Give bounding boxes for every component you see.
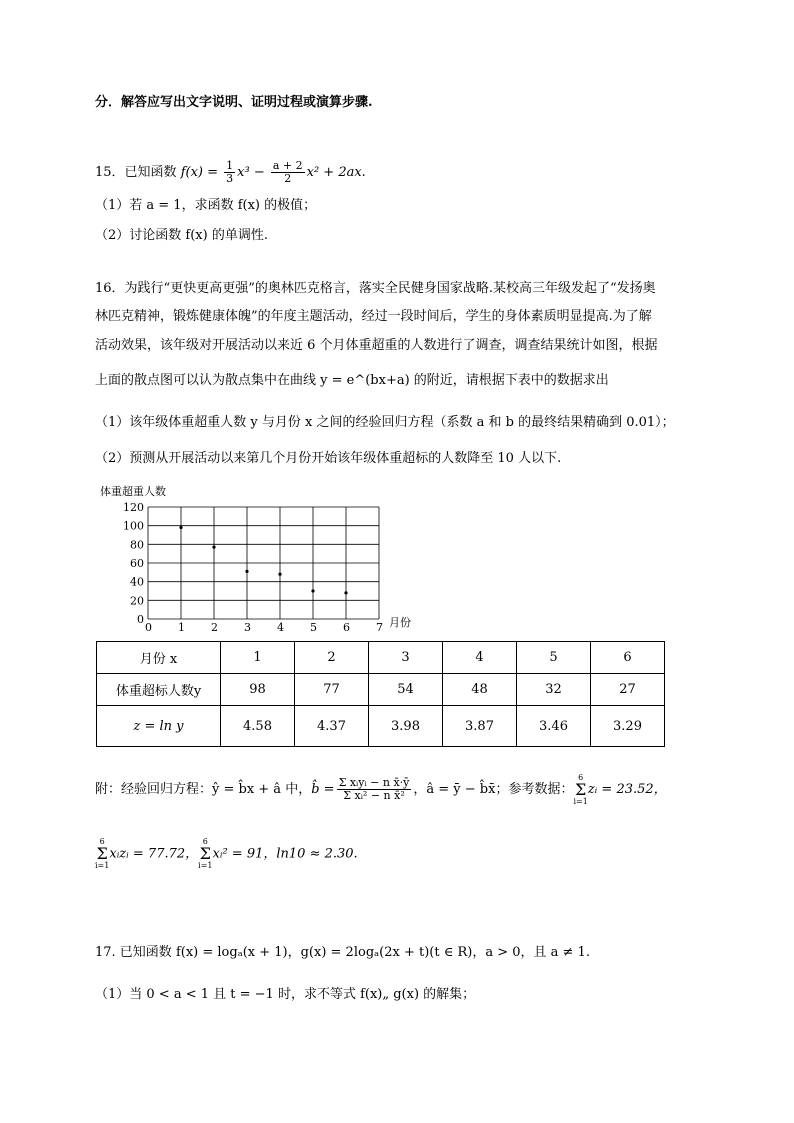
table-cell: 77 <box>295 674 369 706</box>
ref-sum-x2: xᵢ² = 91，ln10 ≈ 2.30. <box>212 846 358 862</box>
row-label-month: 月份 x <box>97 642 221 674</box>
table-cell: 32 <box>517 674 591 706</box>
q16-line-3: 活动效果，该年级对开展活动以来近 6 个月体重超重的人数进行了调查，调查结果统计如图，根据 <box>95 338 658 353</box>
x-tick-label: 5 <box>310 621 317 634</box>
q15-stem-text: 已知函数 <box>124 165 181 180</box>
y-tick-label: 20 <box>130 594 144 608</box>
table-cell: 4.37 <box>295 706 369 747</box>
chart-y-axis-title: 体重超重人数 <box>100 485 166 498</box>
table-cell: 3.87 <box>443 706 517 747</box>
y-tick-label: 0 <box>137 613 144 626</box>
q15-term-1: x³ − <box>237 165 269 180</box>
q17-part-1: （1）当 0 < a < 1 且 t = −1 时，求不等式 f(x)„ g(x) 的解集； <box>95 987 476 1002</box>
x-tick-label: 6 <box>343 621 350 634</box>
chart-points <box>179 526 347 595</box>
data-point <box>278 573 281 576</box>
chart-x-axis-title: 月份 <box>389 616 411 629</box>
q15-function: f(x) = <box>180 165 223 180</box>
y-tick-label: 40 <box>130 575 144 589</box>
b-hat-denominator: Σ xᵢ² − n x̄² <box>343 789 405 802</box>
x-tick-label: 4 <box>277 621 284 634</box>
x-tick-label: 2 <box>211 621 218 634</box>
ref-sum-z: zᵢ = 23.52， <box>587 782 667 797</box>
q17-stem: 17. 已知函数 f(x) = logₐ(x + 1)，g(x) = 2logₐ(2x + t)(t ∈ R)，a > 0，且 a ≠ 1. <box>95 945 590 960</box>
y-tick-label: 100 <box>123 519 144 533</box>
table-cell: 6 <box>591 642 665 674</box>
q16-line-4: 上面的散点图可以认为散点集中在曲线 y = e^(bx+a) 的附近，请根据下表中的数据求出 <box>95 373 609 388</box>
q15-fraction-2: $\frac{a + 2}{2}$ <box>272 159 303 185</box>
table-cell: 2 <box>295 642 369 674</box>
q16-part-2: （2）预测从开展活动以来第几个月份开始该年级体重超标的人数降至 10 人以下. <box>95 451 562 466</box>
y-tick-label: 80 <box>130 538 144 552</box>
q16-line-2: 林匹克精神，锻炼健康体魄”的年度主题活动，经过一段时间后，学生的身体素质明显提高.为了解 <box>95 309 652 324</box>
table-cell: 4.58 <box>221 706 295 747</box>
q16-line-1: 16．为践行“更快更高更强”的奥林匹克格言，落实全民健身国家战略.某校高三年级发起了“发扬奥 <box>95 281 656 296</box>
data-point <box>245 570 248 573</box>
table-cell: 5 <box>517 642 591 674</box>
table-cell: 3.46 <box>517 706 591 747</box>
row-label-z: z = ln y <box>97 706 221 747</box>
y-tick-label: 120 <box>123 501 144 514</box>
sum-symbol: 6 Σ i=1 <box>198 837 213 870</box>
data-table <box>96 641 665 747</box>
data-point <box>344 591 347 594</box>
table-cell: 48 <box>443 674 517 706</box>
x-tick-label: 3 <box>244 621 251 634</box>
table-cell: 98 <box>221 674 295 706</box>
q15-part-2: （2）讨论函数 f(x) 的单调性. <box>95 228 268 243</box>
appendix-intro: 附：经验回归方程：ŷ = b̂x + â 中， <box>95 782 312 797</box>
section-instruction: 分．解答应写出文字说明、证明过程或演算步骤. <box>95 95 373 110</box>
row-label-count: 体重超标人数y <box>97 674 221 706</box>
b-hat-numerator: Σ xᵢyᵢ − n x̄·ȳ <box>338 776 410 789</box>
ref-sum-xz: xᵢzᵢ = 77.72， <box>109 846 199 862</box>
q15-part-1: （1）若 a = 1，求函数 f(x) 的极值； <box>95 198 317 213</box>
table-cell: 3 <box>369 642 443 674</box>
table-cell: 27 <box>591 674 665 706</box>
table-row <box>97 642 665 674</box>
x-tick-label: 7 <box>376 621 383 634</box>
appendix-line-2 <box>95 838 358 870</box>
q15-term-2: x² + 2ax. <box>306 165 366 180</box>
b-hat-label: b̂ = <box>311 782 335 797</box>
q15-stem <box>95 160 366 185</box>
table-cell: 1 <box>221 642 295 674</box>
chart-grid <box>148 507 379 619</box>
table-row <box>97 706 665 747</box>
chart-ticks <box>123 501 383 634</box>
q15-number: 15． <box>95 165 125 180</box>
q16-part-1: （1）该年级体重超重人数 y 与月份 x 之间的经验回归方程（系数 a 和 b 的最终结果精确到 0.01）； <box>95 415 675 430</box>
y-tick-label: 60 <box>130 557 144 570</box>
table-cell: 4 <box>443 642 517 674</box>
table-cell: 54 <box>369 674 443 706</box>
sum-symbol: 6 Σ i=1 <box>95 837 110 870</box>
data-point <box>179 526 182 529</box>
data-point <box>311 589 314 592</box>
x-tick-label: 1 <box>178 621 185 634</box>
data-point <box>212 546 215 549</box>
table-cell: 3.98 <box>369 706 443 747</box>
scatter-chart <box>96 495 426 635</box>
appendix-line-1 <box>95 768 667 812</box>
x-tick-label: 0 <box>145 621 152 634</box>
b-hat-fraction <box>337 777 412 802</box>
appendix-a-hat: ，â = ȳ − b̂x̄；参考数据： <box>413 782 574 797</box>
table-row <box>97 674 665 706</box>
q15-fraction-1: $\frac{1}{3}$ <box>226 159 234 185</box>
table-cell: 3.29 <box>591 706 665 747</box>
sum-symbol: 6 Σ i=1 <box>573 772 588 806</box>
